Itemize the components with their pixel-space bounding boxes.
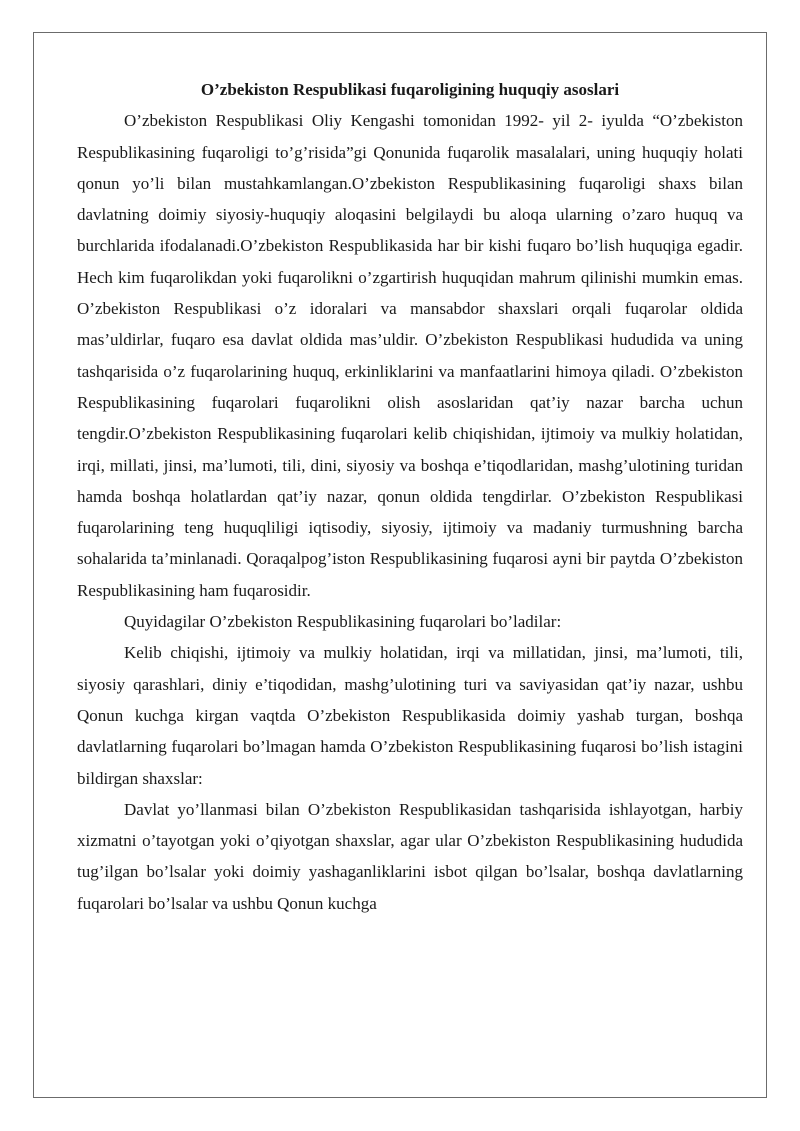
paragraph-citizens-list-intro: Quyidagilar O’zbekiston Respublikasining fuqarolari bo’ladilar: bbox=[124, 612, 562, 632]
paragraph-citizenship-basis: O’zbekiston Respublikasi Oliy Kengashi tomonidan 1992- yil 2- iyulda “O’zbekiston Respublikasining fuqaroligi to’g’risida”gi Qonunida fuqarolik masalalari, uning huquqiy holati qonun yo’li bilan mustahkamlangan.O’zbekiston Respublikasining fuqaroligi shaxs bilan davlatning doimiy siyosiy-huquqiy aloqasini belgilaydi bu aloqa ularning o’zaro huquq va burchlarida ifodalanadi.O’zbekiston Respublikasida har bir kishi fuqaro bo’lish huquqiga egadir. Hech kim fuqarolikdan yoki fuqarolikni o’zgartirish huquqidan mahrum qilinishi mumkin emas. O’zbekiston Respublikasi o’z idoralari va mansabdor shaxslari orqali fuqarolar oldida mas’uldirlar, fuqaro esa davlat oldida mas’uldir. O’zbekiston Respublikasi hududida va uning tashqarisida o’z fuqarolarining huquq, erkinliklarini va manfaatlarini himoya qiladi. O’zbekiston Respublikasining fuqarolari fuqarolikni olish asoslaridan qat’iy nazar barcha uchun tengdir.O’zbekiston Respublikasining fuqarolari kelib chiqishidan, ijtimoiy va mulkiy holatidan, irqi, millati, jinsi, ma’lumoti, tili, dini, siyosiy va boshqa e’tiqodlaridan, mashg’ulotining turidan hamda boshqa holatlardan qat’iy nazar, qonun oldida tengdirlar. O’zbekiston Respublikasi fuqarolarining teng huquqliligi iqtisodiy, siyosiy, ijtimoiy va madaniy turmushning barcha sohalarida ta’minlanadi. Qoraqalpog’iston Respublikasining fuqarosi ayni bir paytda O’zbekiston Respublikasining ham fuqarosidir. bbox=[77, 111, 743, 600]
paragraph-abroad-criteria: Davlat yo’llanmasi bilan O’zbekiston Respublikasidan tashqarisida ishlayotgan, harbiy xizmatni o’tayotgan yoki o’qiyotgan shaxslar, agar ular O’zbekiston Respublikasining hududida tug’ilgan bo’lsalar yoki doimiy yashaganliklarini isbot qilgan bo’lsalar, boshqa davlatlarning fuqarolari bo’lsalar va ushbu Qonun kuchga bbox=[77, 799, 743, 913]
document-body bbox=[77, 74, 743, 919]
document-title: O’zbekiston Respublikasi fuqaroligining huquqiy asoslari bbox=[200, 80, 620, 99]
paragraph-residents-criteria: Kelib chiqishi, ijtimoiy va mulkiy holatidan, irqi va millatidan, jinsi, ma’lumoti, tili, siyosiy qarashlari, diniy e’tiqodidan, mashg’ulotining turi va saviyasidan qat’iy nazar, ushbu Qonun kuchga kirgan vaqtda O’zbekiston Respublikasida doimiy yashab turgan, boshqa davlatlarning fuqarolari bo’lmagan hamda O’zbekiston Respublikasining fuqarosi bo’lish istagini bildirgan shaxslar: bbox=[77, 643, 743, 788]
